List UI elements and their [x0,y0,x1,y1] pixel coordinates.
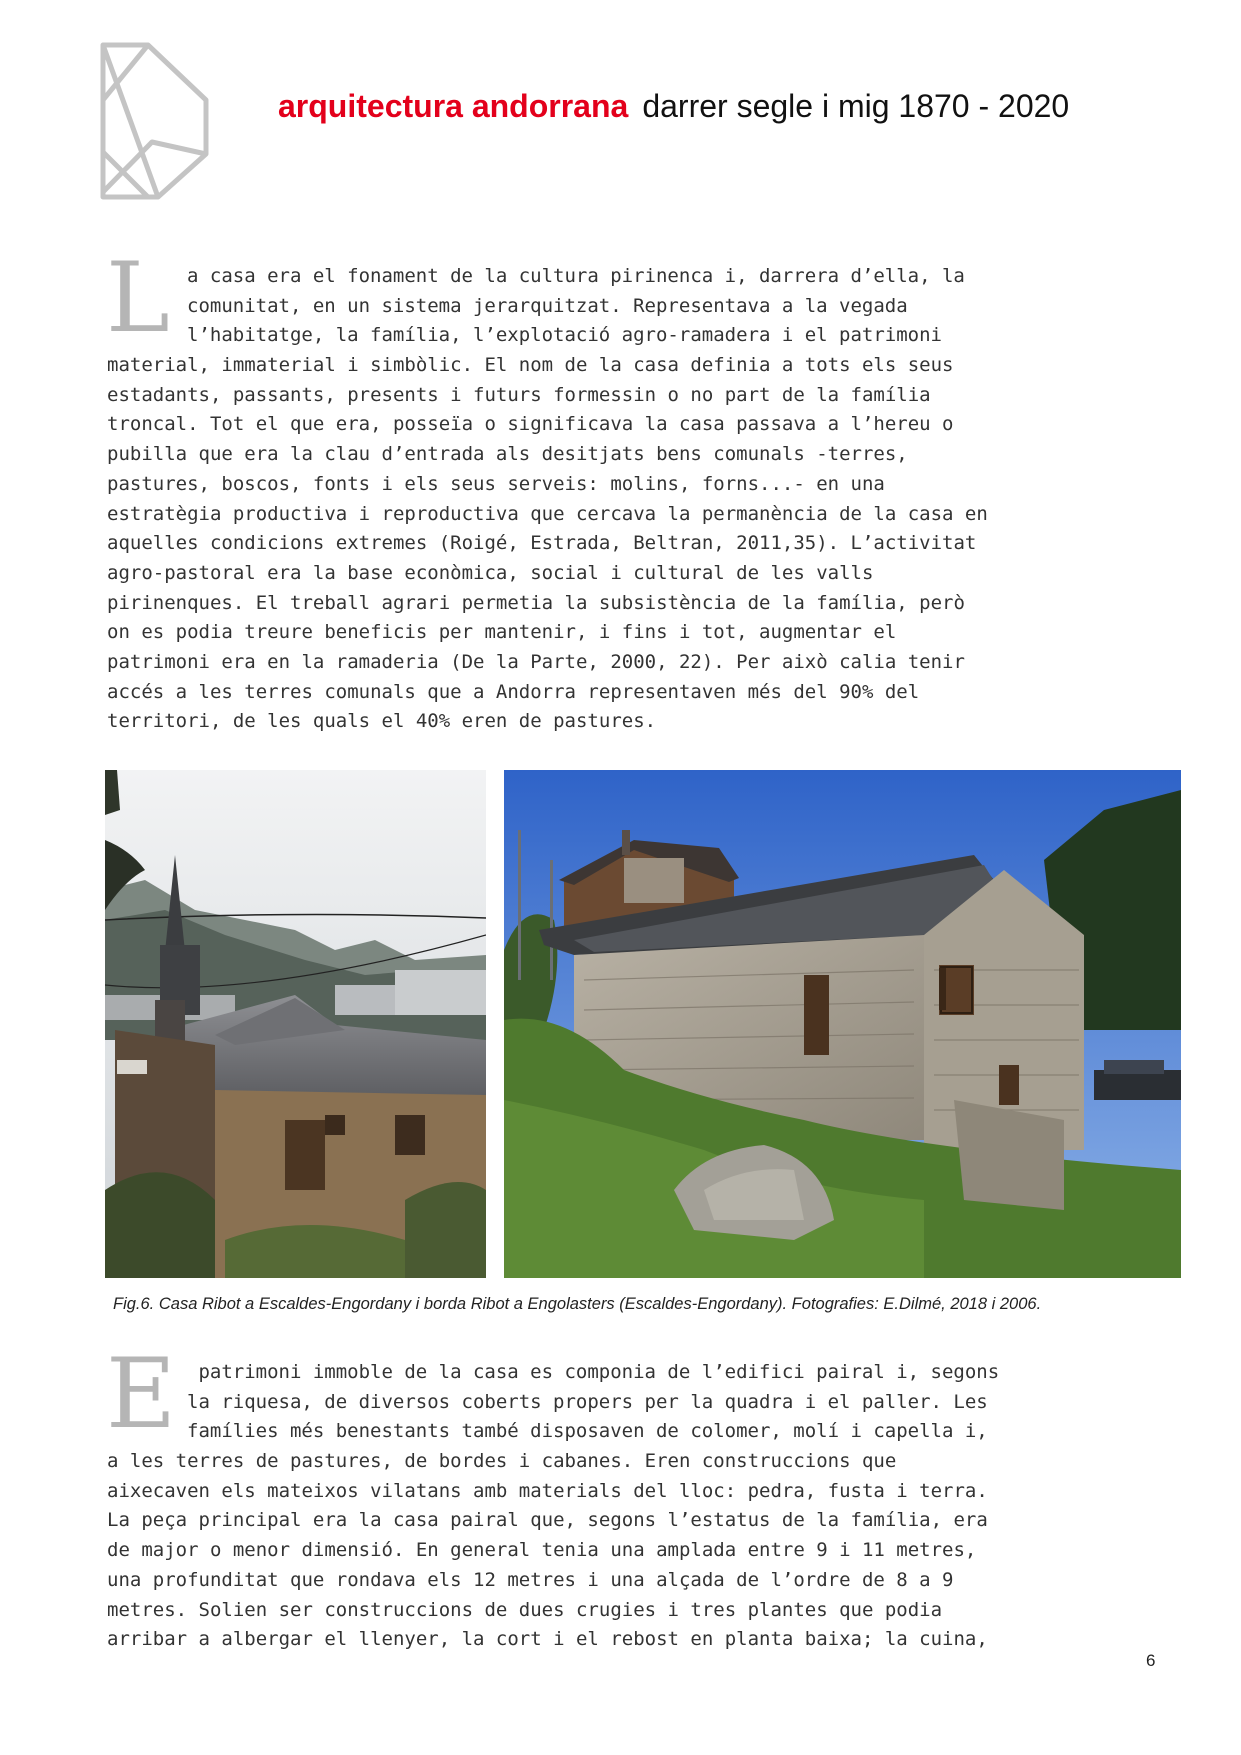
photo-casa-ribot [105,770,486,1278]
text-line: agro-pastoral era la base econòmica, social i cultural de les valls [107,561,874,584]
text-line: a casa era el fonament de la cultura pirinenca i, darrera d’ella, la [187,265,965,287]
text-line: la riquesa, de diversos coberts propers per la quadra i el paller. Les [187,1390,988,1413]
page-number: 6 [1146,1651,1156,1670]
series-subtitle: darrer segle i mig 1870 - 2020 [642,88,1070,124]
text-line: patrimoni era en la ramaderia (De la Parte, 2000, 22). Per això calia tenir [107,650,965,673]
text-line: patrimoni immoble de la casa es componia de l’edifici pairal i, segons [187,1361,1000,1383]
text-line: pubilla que era la clau d’entrada als desitjats bens comunals -terres, [107,443,908,466]
body-dropcap: E [106,1338,177,1450]
intro-dropcap: L [106,242,170,354]
text-line: famílies més benestants també disposaven de colomer, molí i capella i, [187,1420,988,1443]
text-line: estadants, passants, presents i futurs formessin o no part de la família [107,383,931,406]
text-line: aquelles condicions extremes (Roigé, Estrada, Beltran, 2011,35). L’activitat [107,532,977,555]
body-paragraph [107,1358,1167,1655]
text-line: material, immaterial i simbòlic. El nom de la casa definia a tots els seus [107,354,954,377]
text-line: estratègia productiva i reproductiva que cercava la permanència de la casa en [107,502,988,525]
text-line: territori, de les quals el 40% eren de pastures. [107,710,657,733]
text-line: aixecaven els mateixos vilatans amb materials del lloc: pedra, fusta i terra. [107,1479,988,1502]
text-line: pirinenques. El treball agrari permetia la subsistència de la família, però [107,591,965,614]
journal-logo [100,42,210,200]
text-line: on es podia treure beneficis per mantenir, i fins i tot, augmentar el [107,621,897,644]
text-line: pastures, boscos, fonts i els seus serveis: molins, forns...- en una [107,472,885,495]
series-title: arquitectura andorrana [278,88,629,124]
text-line: una profunditat que rondava els 12 metres i una alçada de l’ordre de 8 a 9 [107,1568,954,1591]
text-line: La peça principal era la casa pairal que, segons l’estatus de la família, era [107,1509,988,1532]
text-line: metres. Solien ser construccions de dues crugies i tres plantes que podia [107,1598,943,1621]
figure-caption: Fig.6. Casa Ribot a Escaldes-Engordany i borda Ribot a Engolasters (Escaldes-Engordany). Fotografies: E.Dilmé, 2018 i 2006. [113,1295,1042,1313]
text-line: arribar a albergar el llenyer, la cort i el rebost en planta baixa; la cuina, [107,1628,988,1651]
intro-paragraph [107,262,1167,737]
photo-borda-ribot [504,770,1181,1278]
text-line: comunitat, en un sistema jerarquitzat. Representava a la vegada [187,294,908,317]
text-line: de major o menor dimensió. En general tenia una amplada entre 9 i 11 metres, [107,1539,977,1562]
text-line: accés a les terres comunals que a Andorra representaven més del 90% del [107,680,920,703]
text-line: troncal. Tot el que era, posseïa o significava la casa passava a l’hereu o [107,413,954,436]
page-header [278,86,1069,126]
text-line: a les terres de pastures, de bordes i cabanes. Eren construccions que [107,1450,897,1473]
text-line: l’habitatge, la família, l’explotació agro-ramadera i el patrimoni [187,324,942,347]
